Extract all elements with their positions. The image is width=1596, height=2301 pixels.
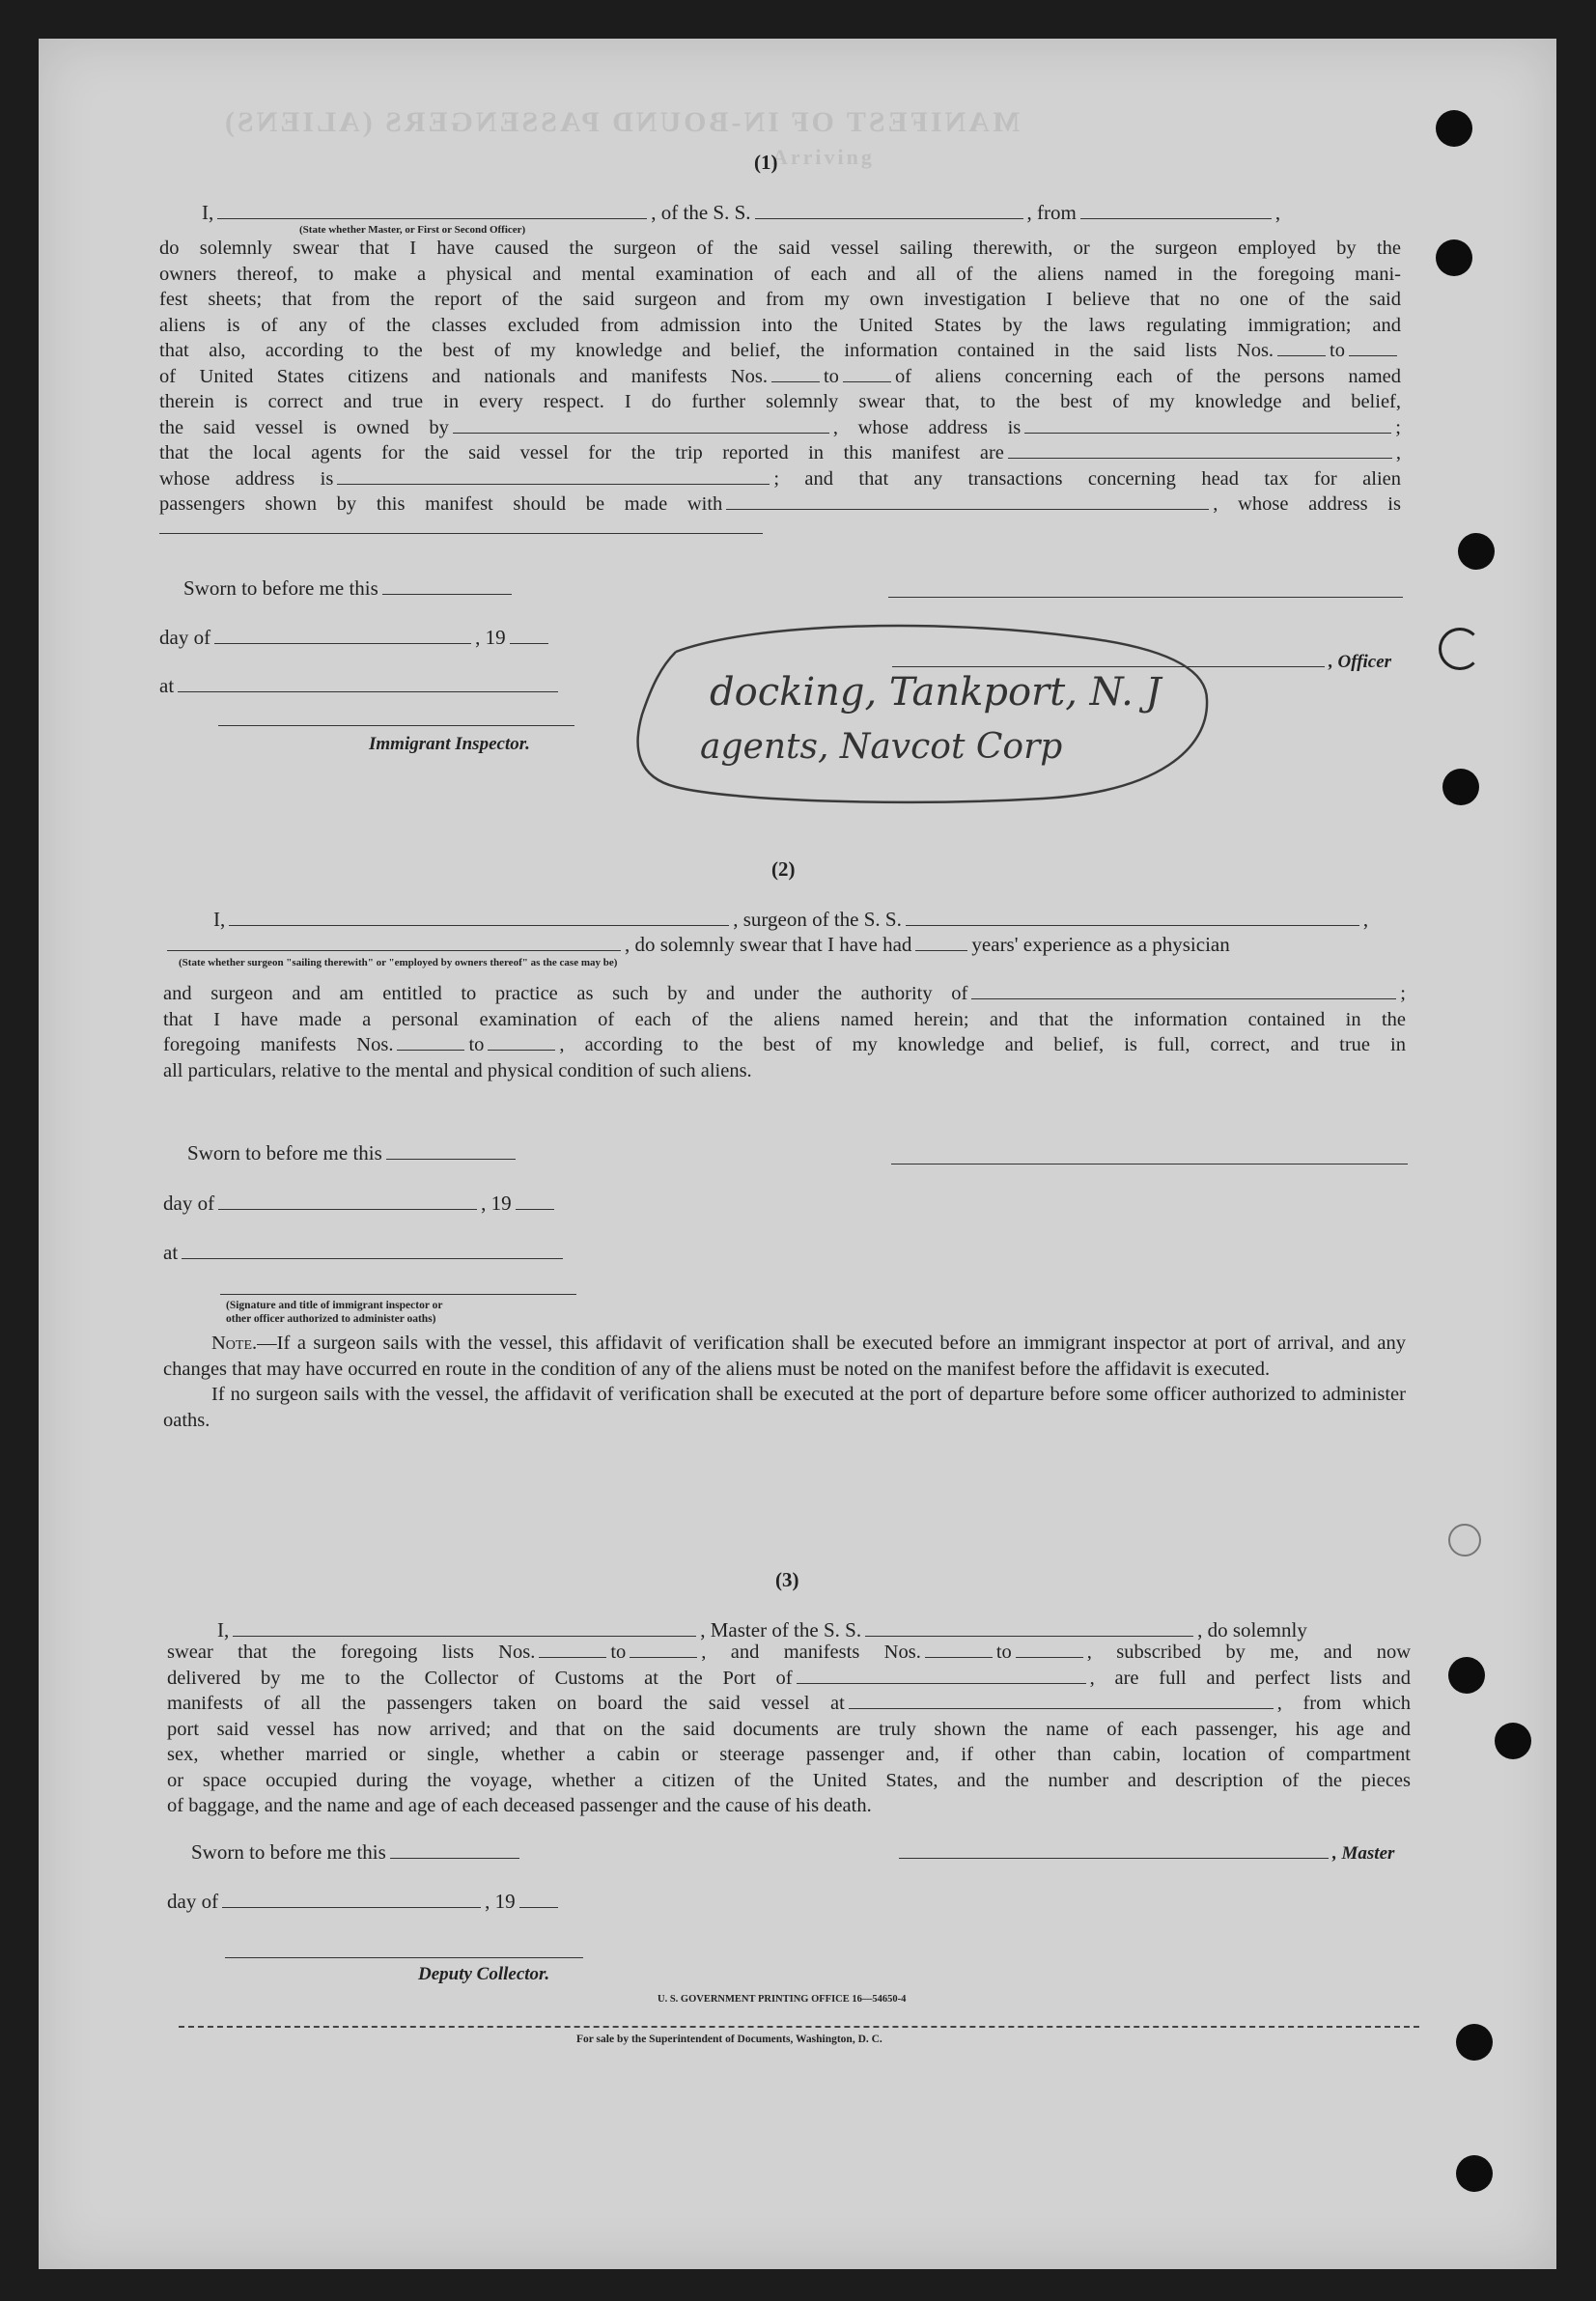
- sec3-dayof: day of , 19: [167, 1890, 562, 1913]
- local-agents-field[interactable]: [1008, 457, 1392, 459]
- sec3-manifests-from-field[interactable]: [925, 1656, 993, 1658]
- manifest-page: [39, 39, 1556, 2269]
- lists-from-field[interactable]: [1277, 354, 1326, 356]
- sworn-year-field[interactable]: [510, 642, 548, 644]
- gpo-imprint: U. S. GOVERNMENT PRINTING OFFICE 16—54650-4: [658, 1994, 907, 2005]
- sec3-year-field[interactable]: [519, 1906, 558, 1908]
- sec3-vessel-field[interactable]: [865, 1635, 1193, 1637]
- note-label: Note.: [211, 1333, 258, 1354]
- manifests-from-field[interactable]: [771, 380, 820, 382]
- sec3-paragraph: swear that the foregoing lists Nos. to , and manifests Nos. to , subscribed by me, and now delivered by me to the Collector of Customs at the Port of , are full and perfect lists and manifests of all the passengers taken on board the said vessel at , from which port said vessel has now arrived; and that on the said documents are truly shown the name of each passenger, his age and sex, whether married or single, whether a cabin or steerage passenger and, if other than cabin, location of compartment or space occupied during the voyage, whether a citizen of the United States, and the number and description of the pieces of baggage, and the name and age of each deceased passenger and the cause of his death.: [167, 1642, 1412, 1816]
- footer-rule: [179, 2026, 1419, 2028]
- sec2-at: at: [163, 1241, 567, 1264]
- sec2-caption: (State whether surgeon "sailing therewith" or "employed by owners thereof" as the case may be): [179, 957, 618, 968]
- punch-hole: [1436, 110, 1472, 147]
- sworn-place-field[interactable]: [178, 690, 558, 692]
- deputy-collector-label: Deputy Collector.: [418, 1964, 550, 1984]
- surgeon-name-field[interactable]: [229, 924, 729, 926]
- sec3-sworn: Sworn to before me this: [191, 1840, 523, 1864]
- sec3-month-field[interactable]: [222, 1906, 481, 1908]
- sec2-place-field[interactable]: [182, 1257, 563, 1259]
- manifests-to-field[interactable]: [843, 380, 891, 382]
- punch-hole: [1439, 628, 1481, 670]
- sec1-of-ss: , of the S. S.: [651, 201, 751, 224]
- sec2-vessel-field[interactable]: [906, 924, 1359, 926]
- from-port-field[interactable]: [1080, 217, 1272, 219]
- sec1-officer: , Officer: [888, 649, 1391, 674]
- section-3-number: (3): [775, 1568, 799, 1591]
- sec1-i: I,: [202, 201, 214, 224]
- officer-rank-field[interactable]: [217, 217, 647, 219]
- punch-hole: [1456, 2024, 1493, 2061]
- punch-hole: [1456, 2155, 1493, 2192]
- punch-hole: [1495, 1723, 1531, 1759]
- punch-hole: [1442, 769, 1479, 805]
- sec2-first-line: I, , surgeon of the S. S. ,: [213, 908, 1369, 931]
- head-tax-contact-field[interactable]: [726, 508, 1209, 510]
- punch-hole: [1436, 239, 1472, 276]
- sec2-year-field[interactable]: [516, 1208, 554, 1210]
- agents-address-field[interactable]: [337, 483, 770, 485]
- sec1-from: , from: [1026, 201, 1077, 224]
- sec2-paragraph: and surgeon and am entitled to practice as such by and under the authority of ; that I have made a personal examination of each of the aliens named herein; and that the information contained in the foregoing manifests Nos. to , according to the best of my knowledge and belief, is full, correct, and true in all particulars, relative to the mental and physical condition of such aliens.: [163, 983, 1406, 1081]
- customs-port-field[interactable]: [797, 1682, 1086, 1684]
- sec1-first-line: I, , of the S. S. , from ,: [202, 201, 1281, 224]
- sec1-caption: (State whether Master, or First or Second Officer): [299, 224, 526, 236]
- faint-header-line1: MANIFEST OF IN-BOUND PASSENGERS (ALIENS): [222, 106, 1021, 138]
- inspector-signature-line[interactable]: [218, 725, 574, 726]
- owner-field[interactable]: [453, 432, 829, 434]
- sale-notice: For sale by the Superintendent of Documents, Washington, D. C.: [576, 2034, 882, 2045]
- sec2-month-field[interactable]: [218, 1208, 477, 1210]
- section-1-number: (1): [754, 151, 778, 174]
- deputy-collector-line[interactable]: [225, 1957, 583, 1958]
- sec3-lists-to-field[interactable]: [630, 1656, 697, 1658]
- sec2-dayof: day of , 19: [163, 1192, 558, 1215]
- sec1-paragraph: do solemnly swear that I have caused the surgeon of the said vessel sailing therewith, or the surgeon employed by the owners thereof, to make a physical and mental examination of each and all of the aliens named in the foregoing mani- fest sheets; that from the report of the said surgeon and from my own investigation I believe that no one of the said aliens is of any of the classes excluded from admission into the United States by the laws regulating immigration; and that also, according to the best of my knowledge and belief, the information contained in the said lists Nos. to of United States citizens and nationals and manifests Nos. to of aliens concerning each of the persons named therein is correct and true in every respect. I do further solemnly swear that, to the best of my knowledge and belief, the said vessel is owned by , whose address is ; that the local agents for the said vessel for the trip reported in this manifest are , whose address is ; and that any transactions concerning head tax for alien passengers shown by this manifest should be made with , whose address is: [159, 238, 1401, 515]
- authority-field[interactable]: [971, 997, 1396, 999]
- boarding-port-field[interactable]: [849, 1707, 1274, 1709]
- lists-to-field[interactable]: [1349, 354, 1397, 356]
- sec2-signature-line[interactable]: [891, 1164, 1408, 1165]
- handwritten-annotation: [618, 613, 1274, 806]
- master-signature-field[interactable]: [899, 1857, 1329, 1859]
- sec2-manifest-from-field[interactable]: [397, 1049, 464, 1051]
- sec3-master-name-field[interactable]: [233, 1635, 696, 1637]
- sec1-at: at: [159, 674, 562, 697]
- sec2-sworn-day-field[interactable]: [386, 1158, 516, 1160]
- surgeon-status-field[interactable]: [167, 949, 621, 951]
- handwritten-line-2: agents, Navcot Corp: [700, 727, 1063, 767]
- punch-hole: [1448, 1657, 1485, 1694]
- sworn-day-field[interactable]: [382, 593, 512, 595]
- sec3-sworn-day-field[interactable]: [390, 1857, 519, 1859]
- punch-hole: [1458, 533, 1495, 570]
- sec2-sig-caption-1: (Signature and title of immigrant inspector or: [226, 1300, 443, 1311]
- sec2-inspector-line[interactable]: [220, 1294, 576, 1295]
- sec3-master-signature: , Master: [895, 1840, 1394, 1866]
- faint-header-line2: Arriving: [772, 145, 875, 169]
- sec2-sworn: Sworn to before me this: [187, 1141, 519, 1165]
- sec1-signature-line[interactable]: [888, 597, 1403, 598]
- handwritten-line-1: docking, Tankport, N. J: [710, 670, 1162, 715]
- section-2-number: (2): [771, 857, 796, 881]
- sec1-sworn: Sworn to before me this: [183, 576, 516, 600]
- owner-address-field[interactable]: [1024, 432, 1391, 434]
- head-tax-address-line[interactable]: [159, 533, 763, 534]
- punch-hole: [1448, 1524, 1481, 1557]
- sec3-lists-from-field[interactable]: [539, 1656, 606, 1658]
- immigrant-inspector-label: Immigrant Inspector.: [369, 734, 530, 754]
- sec2-second-line: , do solemnly swear that I have had years' experience as a physician: [163, 933, 1230, 956]
- sec2-note: Note.—If a surgeon sails with the vessel, this affidavit of verification shall be executed before an immigrant inspector at port of arrival, and any changes that may have occurred en route in the condition of any of the aliens must be noted on the manifest before the affidavit is executed. If no surgeon sails with the vessel, the affidavit of verification shall be executed at the port of departure before some officer authorized to administer oaths.: [163, 1333, 1406, 1431]
- years-experience-field[interactable]: [915, 949, 967, 951]
- sec2-manifest-to-field[interactable]: [488, 1049, 555, 1051]
- sec3-first-line: I, , Master of the S. S. , do solemnly: [217, 1618, 1307, 1642]
- sec3-manifests-to-field[interactable]: [1016, 1656, 1083, 1658]
- sec2-sig-caption-2: other officer authorized to administer oaths): [226, 1313, 436, 1325]
- sec1-dayof: day of , 19: [159, 626, 552, 649]
- vessel-name-field[interactable]: [755, 217, 1023, 219]
- sworn-month-field[interactable]: [214, 642, 471, 644]
